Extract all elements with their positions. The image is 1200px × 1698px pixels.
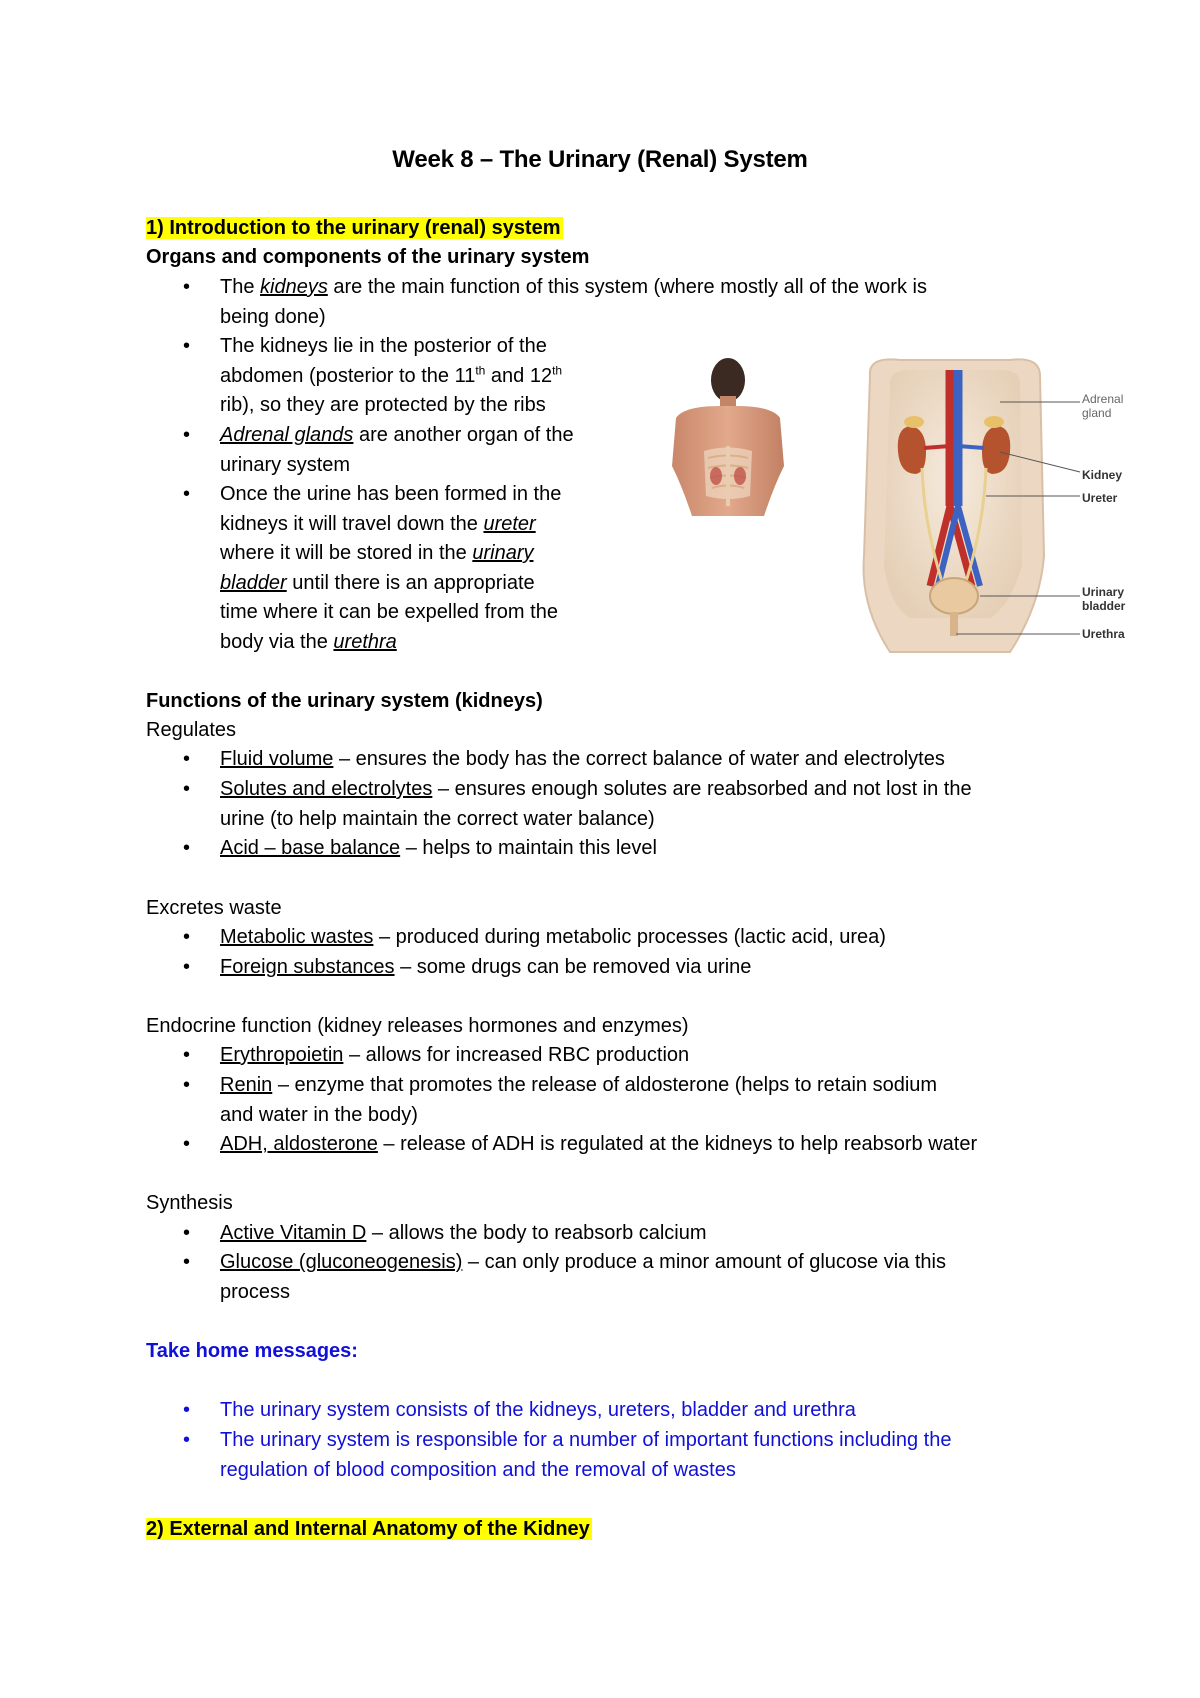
- term-ureter: ureter: [483, 512, 536, 535]
- synthesis-label: Synthesis: [146, 1192, 233, 1214]
- item-renin: Renin – enzyme that promotes the release of aldosterone (helps to retain sodium and water in the body): [220, 1074, 938, 1126]
- term-kidneys: kidneys: [260, 276, 328, 298]
- bullet-adrenal: Adrenal glands are another organ of the urinary system: [220, 424, 574, 476]
- torso-back-image: [664, 356, 792, 516]
- label-adrenal: Adrenal gland: [1082, 392, 1124, 420]
- term-adrenal-glands: Adrenal glands: [220, 424, 354, 446]
- term-bladder: bladder: [220, 571, 287, 594]
- section-2-heading: 2) External and Internal Anatomy of the Kidney: [146, 1518, 590, 1540]
- document-title: Week 8 – The Urinary (Renal) System: [392, 146, 808, 173]
- term-urinary: urinary: [472, 542, 534, 565]
- item-foreign-substances: Foreign substances – some drugs can be removed via urine: [220, 956, 752, 978]
- item-glucose: Glucose (gluconeogenesis) – can only produce a minor amount of glucose via this process: [220, 1251, 946, 1303]
- functions-heading: Functions of the urinary system (kidneys): [146, 690, 543, 712]
- label-urinary-bladder: Urinary bladder: [1082, 585, 1126, 613]
- excretes-label: Excretes waste: [146, 897, 282, 919]
- takehome-item-2: The urinary system is responsible for a number of important functions including the regulation of blood composition and the removal of wastes: [220, 1429, 952, 1481]
- item-vitamin-d: Active Vitamin D – allows the body to reabsorb calcium: [220, 1222, 707, 1244]
- takehome-heading: Take home messages:: [146, 1340, 358, 1362]
- item-adh: ADH, aldosterone – release of ADH is regulated at the kidneys to help reabsorb water: [220, 1133, 978, 1155]
- label-ureter: Ureter: [1082, 491, 1118, 505]
- takehome-item-1: The urinary system consists of the kidneys, ureters, bladder and urethra: [220, 1399, 856, 1421]
- bullet-kidney-location: The kidneys lie in the posterior of the abdomen (posterior to the 11th and 12th rib), so they are protected by the ribs: [220, 335, 563, 417]
- urinary-system-diagram: [860, 356, 1180, 654]
- item-solutes: Solutes and electrolytes – ensures enough solutes are reabsorbed and not lost in the urine (to help maintain the correct water balance): [220, 778, 972, 830]
- regulates-label: Regulates: [146, 719, 237, 741]
- label-urethra: Urethra: [1082, 627, 1125, 641]
- bullet-urine-path: Once the urine has been formed in the kidneys it will travel down the ureter where it will be stored in the urinary bladder until there is an appropriate time where it can be expelled from the body via the urethra: [220, 483, 562, 653]
- endocrine-label: Endocrine function (kidney releases hormones and enzymes): [146, 1015, 689, 1037]
- term-urethra: urethra: [333, 630, 397, 653]
- item-erythropoietin: Erythropoietin – allows for increased RBC production: [220, 1044, 690, 1066]
- item-metabolic-wastes: Metabolic wastes – produced during metabolic processes (lactic acid, urea): [220, 926, 886, 948]
- bullet-kidneys: The kidneys are the main function of this system (where mostly all of the work is being done): [220, 276, 927, 328]
- organs-subheading: Organs and components of the urinary system: [146, 246, 590, 268]
- section-1-heading: 1) Introduction to the urinary (renal) system: [146, 217, 561, 239]
- label-kidney: Kidney: [1082, 468, 1123, 482]
- item-fluid-volume: Fluid volume – ensures the body has the correct balance of water and electrolytes: [220, 748, 945, 770]
- item-acid-base: Acid – base balance – helps to maintain this level: [220, 837, 657, 859]
